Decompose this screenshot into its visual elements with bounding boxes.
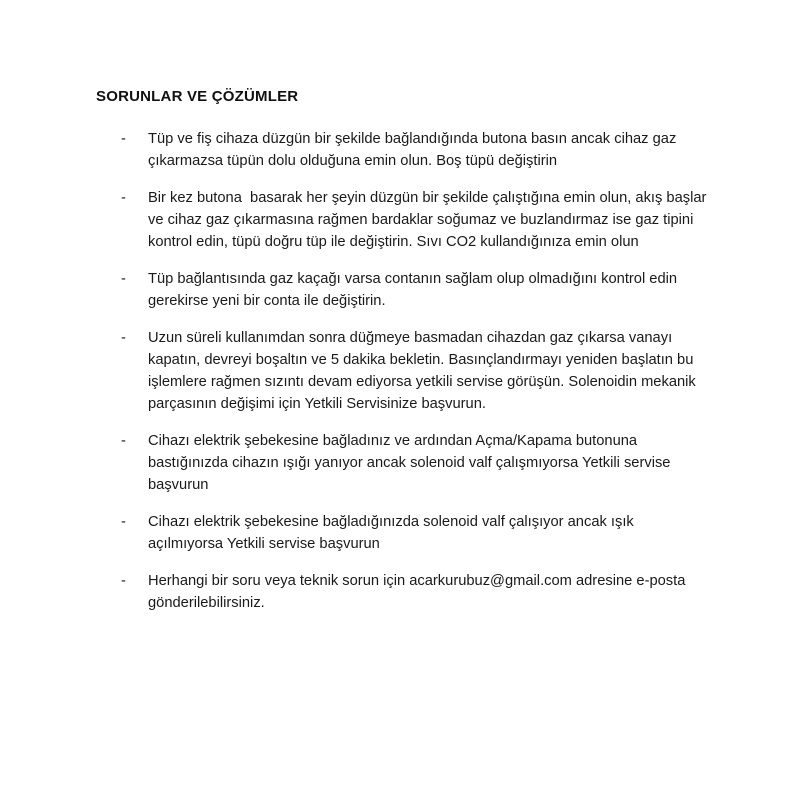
bullet-text: Tüp bağlantısında gaz kaçağı varsa contanın sağlam olup olmadığını kontrol edin gerekirse yeni bir conta ile değiştirin. [148,271,682,309]
list-item [96,268,712,312]
page-title: SORUNLAR VE ÇÖZÜMLER [96,88,299,105]
bullet-text: Herhangi bir soru veya teknik sorun için acarkurubuz@gmail.com adresine e-posta gönderilebilirsiniz. [148,573,690,611]
list-item [96,128,712,172]
bullet-text: Bir kez butona basarak her şeyin düzgün bir şekilde çalıştığına emin olun, akış başlar ve cihaz gaz çıkarmasına rağmen bardaklar soğumaz ve buzlandırmaz ise gaz tipini kontrol edin, tüpü doğru tüp ile değiştirin. Sıvı CO2 kullandığınıza emin olun [148,190,711,250]
list-item [96,570,712,614]
bullet-text: Cihazı elektrik şebekesine bağladınız ve ardından Açma/Kapama butonuna bastığınızda cihazın ışığı yanıyor ancak solenoid valf çalışmıyorsa Yetkili servise başvurun [148,433,675,493]
bullet-marker: - [121,330,126,346]
bullet-list [96,128,712,614]
bullet-marker: - [121,190,126,206]
bullet-marker: - [121,514,126,530]
list-item [96,187,712,253]
list-item [96,327,712,415]
list-item [96,511,712,555]
bullet-text: Tüp ve fiş cihaza düzgün bir şekilde bağlandığında butona basın ancak cihaz gaz çıkarmazsa tüpün dolu olduğuna emin olun. Boş tüpü değiştirin [148,131,681,169]
bullet-text: Uzun süreli kullanımdan sonra düğmeye basmadan cihazdan gaz çıkarsa vanayı kapatın, devreyi boşaltın ve 5 dakika bekletin. Basınçlandırmayı yeniden başlatın bu işlemlere rağmen sızıntı devam ediyorsa yetkili servise görüşün. Solenoidin mekanik parçasının değişimi için Yetkili Servisinize başvurun. [148,330,700,412]
document-content [96,86,712,629]
bullet-marker: - [121,131,126,147]
bullet-text: Cihazı elektrik şebekesine bağladığınızda solenoid valf çalışıyor ancak ışık açılmıyorsa Yetkili servise başvurun [148,514,638,552]
bullet-marker: - [121,271,126,287]
list-item [96,430,712,496]
bullet-marker: - [121,433,126,449]
bullet-marker: - [121,573,126,589]
